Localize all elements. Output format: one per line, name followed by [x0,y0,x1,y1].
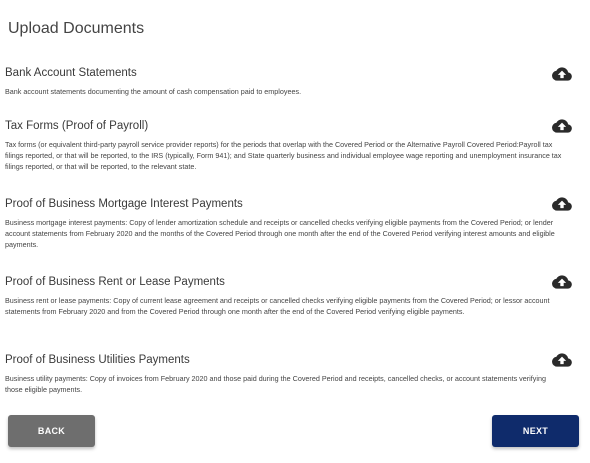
section-title: Proof of Business Mortgage Interest Payments [5,198,243,210]
section-utilities [5,353,585,395]
section-description: Business utility payments: Copy of invoices from February 2020 and those paid during the Covered Period and receipts, cancelled checks, or account statements verifying those eligible payments. [5,374,546,395]
section-bank-account-statements [5,66,585,97]
cloud-upload-icon[interactable] [552,118,572,134]
section-description: Business mortgage interest payments: Copy of lender amortization schedule and receipts or cancelled checks verifying eligible payments from the Covered Period; or lender account statements from February 2020 and the months of the Covered Period through one month after the end of the Covered Period verifying interest amounts and eligible payments. [5,218,555,250]
section-title: Proof of Business Rent or Lease Payments [5,276,225,288]
section-description: Business rent or lease payments: Copy of current lease agreement and receipts or cancelled checks verifying eligible payments from the Covered Period; or lessor account statements from February 2020 and from the Covered Period through one month after the end of the Covered Period verifying eligible payments. [5,296,550,317]
section-title: Proof of Business Utilities Payments [5,354,190,366]
cloud-upload-icon[interactable] [552,196,572,212]
section-tax-forms [5,119,585,172]
section-mortgage-interest [5,197,585,250]
cloud-upload-icon[interactable] [552,66,572,82]
section-description: Tax forms (or equivalent third-party payroll service provider reports) for the periods that overlap with the Covered Period or the Alternative Payroll Covered Period:Payroll tax filings reported, or that will be reported, to the IRS (typically, Form 941); and State quarterly business and individual employee wage reporting and unemployment insurance tax filings reported, or that will be reported, to the relevant state. [5,140,562,172]
cloud-upload-icon[interactable] [552,274,572,290]
section-title: Tax Forms (Proof of Payroll) [5,120,149,132]
back-button[interactable]: BACK [8,415,95,447]
section-rent-lease [5,275,585,317]
section-title: Bank Account Statements [5,67,137,79]
section-description: Bank account statements documenting the amount of cash compensation paid to employees. [5,87,302,96]
next-button[interactable]: NEXT [492,415,579,447]
cloud-upload-icon[interactable] [552,352,572,368]
page-title: Upload Documents [8,20,145,37]
